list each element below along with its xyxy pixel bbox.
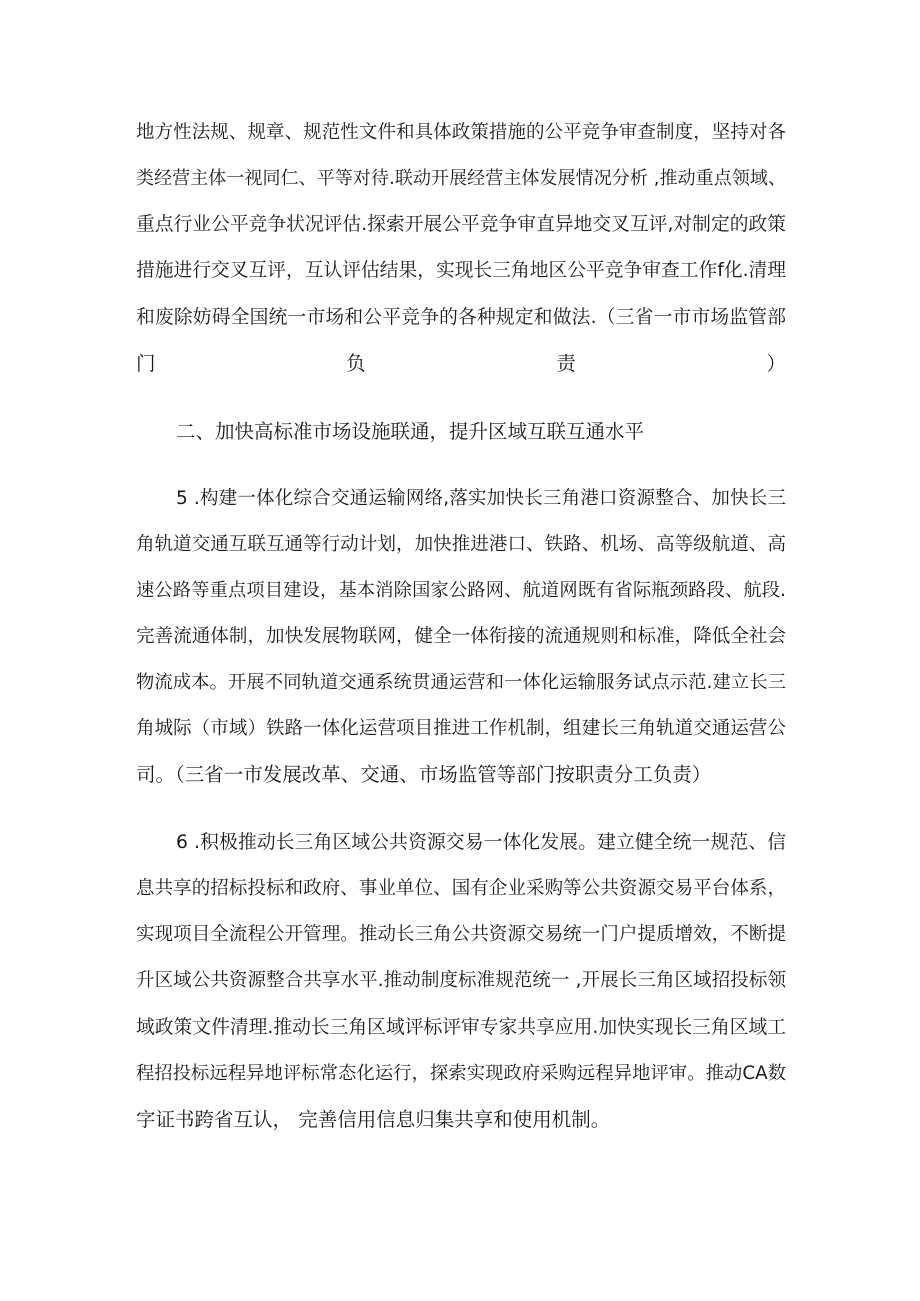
paragraph-1-line-5: 和废除妨碍全国统一市场和公平竞争的各种规定和做法.（三省一市市场监管部 — [136, 307, 786, 328]
paragraph-6-line-6: 程招投标远程异地评标常态化运行，探索实现政府采购远程异地评审。推动CA数 — [136, 1063, 786, 1084]
paragraph-1-line-4: 措施进行交叉互评，互认评估结果，实现长三角地区公平竞争审查工作f化.清理 — [136, 260, 787, 281]
paragraph-6-line-2: 息共享的招标投标和政府、事业单位、国有企业采购等公共资源交易平台体系， — [136, 878, 786, 899]
paragraph-6-line-4: 升区域公共资源整合共享水平.推动制度标准规范统一 ,开展长三角区域招投标领 — [136, 970, 786, 991]
paragraph-1-line-1: 地方性法规、规章、规范性文件和具体政策措施的公平竞争审查制度，坚持对各 — [136, 122, 786, 143]
paragraph-6-line-7: 字证书跨省互认， 完善信用信息归集共享和使用机制。 — [136, 1108, 611, 1131]
paragraph-5-line-7: 司。（三省一市发展改革、交通、市场监管等部门按职责分工负责） — [136, 763, 712, 786]
paragraph-1-line-3: 重点行业公平竞争状况评估.探索开展公平竞争审直异地交叉互评,对制定的政策 — [136, 214, 786, 235]
paragraph-5-line-1: 5 .构建一体化综合交通运输网络,落实加快长三角港口资源整合、加快长三 — [176, 488, 786, 509]
paragraph-5-line-3: 速公路等重点项目建设，基本消除国家公路网、航道网既有省际瓶颈路段、航段. — [136, 580, 786, 601]
paragraph-6-line-3: 实现项目全流程公开管理。推动长三角公共资源交易统一门户提质增效，不断提 — [136, 924, 786, 945]
paragraph-5-line-2: 角轨道交通互联互通等行动计划，加快推进港口、铁路、机场、高等级航道、高 — [136, 534, 786, 555]
paragraph-6-line-1: 6 .积极推动长三角区域公共资源交易一体化发展。建立健全统一规范、信 — [176, 832, 786, 853]
section-heading-2: 二、加快高标准市场设施联通，提升区域互联互通水平 — [176, 420, 645, 443]
paragraph-5-line-6: 角城际（市域）铁路一体化运营项目推进工作机制，组建长三角轨道交通运营公 — [136, 718, 786, 739]
paragraph-5-line-5: 物流成本。开展不同轨道交通系统贯通运营和一体化运输服务试点示范.建立长三 — [136, 672, 786, 693]
paragraph-5-line-4: 完善流通体制，加快发展物联网，健全一体衔接的流通规则和标准，降低全社会 — [136, 626, 786, 647]
paragraph-1-line-6: 门负责） — [136, 352, 786, 375]
paragraph-1-line-2: 类经营主体一视同仁、平等对待.联动开展经营主体发展情况分析 ,推动重点领域、 — [136, 168, 786, 189]
paragraph-6-line-5: 域政策文件清理.推动长三角区域评标评审专家共享应用.加快实现长三角区域工 — [136, 1017, 786, 1038]
